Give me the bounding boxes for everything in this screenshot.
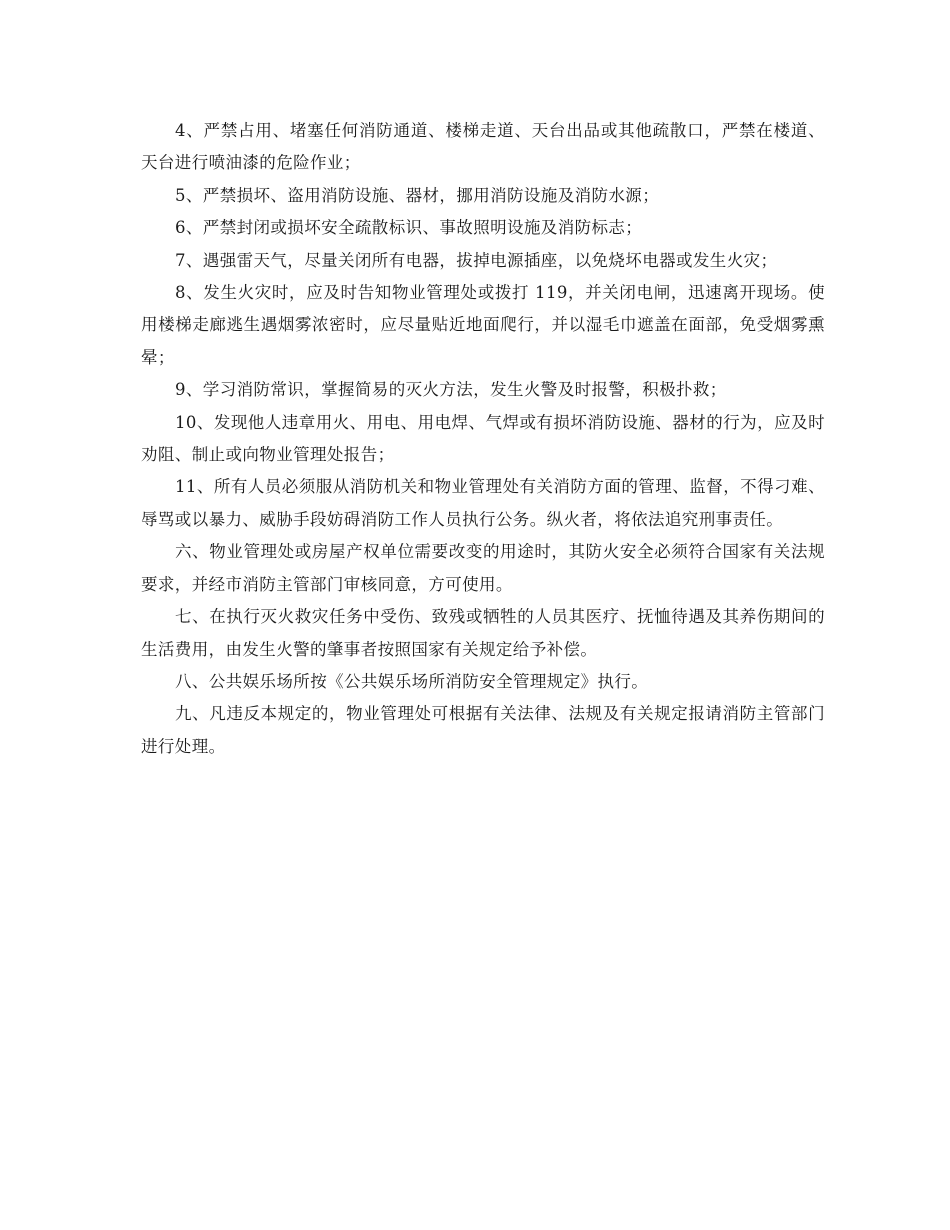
paragraph-rule-8: 8、发生火灾时，应及时告知物业管理处或拨打 119，并关闭电闸，迅速离开现场。使用楼梯走廊逃生遇烟雾浓密时，应尽量贴近地面爬行，并以湿毛巾遮盖在面部，免受烟雾熏晕； [141, 283, 825, 367]
paragraph-section-6: 六、物业管理处或房屋产权单位需要改变的用途时，其防火安全必须符合国家有关法规要求，并经市消防主管部门审核同意，方可使用。 [141, 542, 825, 594]
paragraph-rule-7: 7、遇强雷天气，尽量关闭所有电器，拔掉电源插座，以免烧坏电器或发生火灾； [175, 250, 778, 270]
paragraph-rule-11: 11、所有人员必须服从消防机关和物业管理处有关消防方面的管理、监督，不得刁难、辱骂或以暴力、威胁手段妨碍消防工作人员执行公务。纵火者，将依法追究刑事责任。 [141, 477, 825, 529]
document-body [141, 115, 825, 763]
paragraph-rule-6: 6、严禁封闭或损坏安全疏散标识、事故照明设施及消防标志； [175, 218, 643, 238]
paragraph-rule-4: 4、严禁占用、堵塞任何消防通道、楼梯走道、天台出品或其他疏散口，严禁在楼道、天台进行喷油漆的危险作业； [141, 121, 825, 173]
paragraph-section-8: 八、公共娱乐场所按《公共娱乐场所消防安全管理规定》执行。 [175, 671, 649, 691]
paragraph-rule-10: 10、发现他人违章用火、用电、用电焊、气焊或有损坏消防设施、器材的行为，应及时劝阻、制止或向物业管理处报告； [141, 412, 825, 465]
paragraph-rule-9: 9、学习消防常识，掌握简易的灭火方法，发生火警及时报警，积极扑救； [175, 380, 727, 400]
paragraph-section-9: 九、凡违反本规定的，物业管理处可根据有关法律、法规及有关规定报请消防主管部门进行处理。 [141, 704, 825, 756]
paragraph-rule-5: 5、严禁损坏、盗用消防设施、器材，挪用消防设施及消防水源； [175, 185, 660, 205]
paragraph-section-7: 七、在执行灭火救灾任务中受伤、致残或牺牲的人员其医疗、抚恤待遇及其养伤期间的生活费用，由发生火警的肇事者按照国家有关规定给予补偿。 [141, 607, 825, 659]
